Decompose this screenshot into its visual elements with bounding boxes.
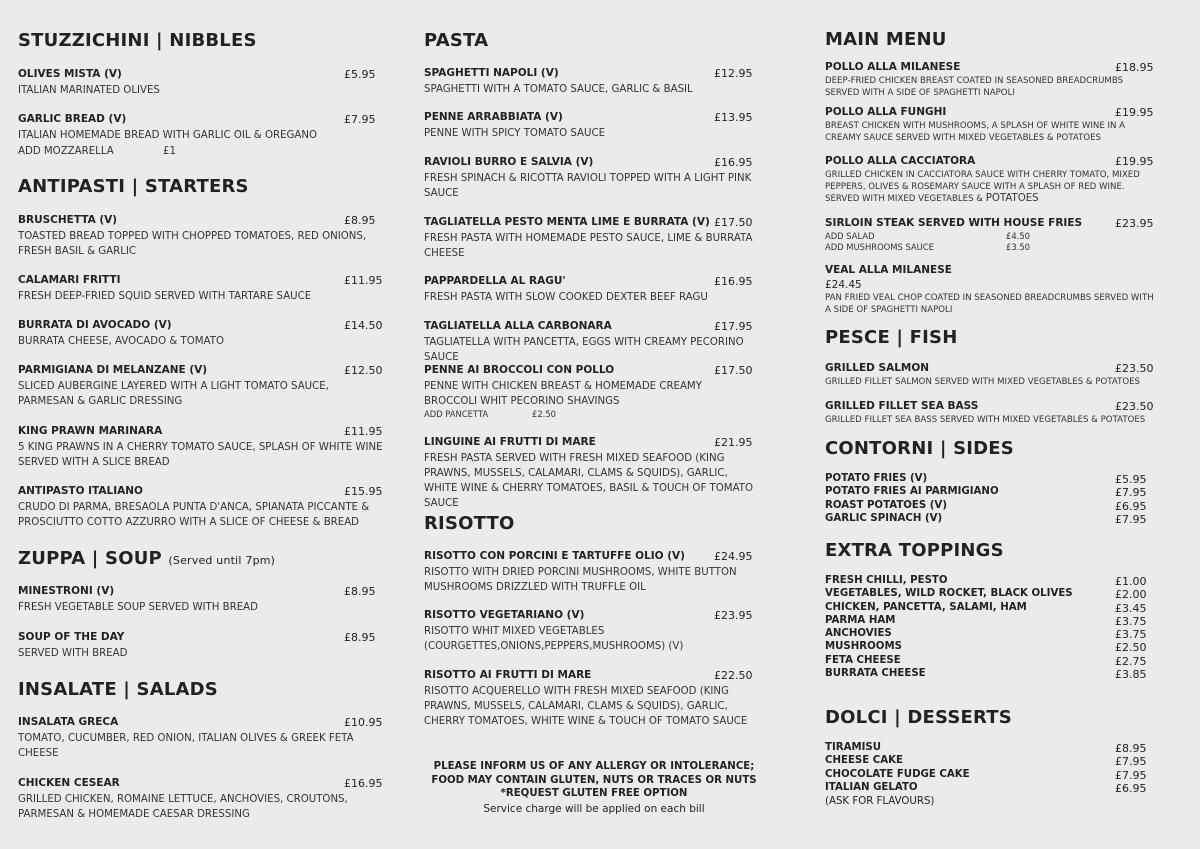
- section-title-soup: [18, 548, 386, 569]
- item-price: £2.75: [1115, 654, 1147, 668]
- menu-item: [18, 425, 386, 470]
- item-name: FETA CHEESE: [825, 654, 901, 666]
- item-price: £2.50: [1115, 641, 1147, 655]
- menu-item: [424, 320, 764, 365]
- item-description-text: GRILLED CHICKEN IN CACCIATORA SAUCE WITH CHERRY TOMATO, MIXED PEPPERS, OLIVES & ROSEMARY SAUCE WITH A SPLASH OF RED WINE. SERVED WITH MIXED VEGETABLES &: [825, 170, 1140, 204]
- menu-item: [18, 214, 386, 259]
- item-name: PENNE AI BROCCOLI CON POLLO: [424, 364, 615, 376]
- desserts-list: [825, 742, 1160, 809]
- item-price: £5.95: [344, 68, 376, 81]
- item-price: £3.45: [1115, 601, 1147, 615]
- item-description: GRILLED FILLET SALMON SERVED WITH MIXED VEGETABLES & POTATOES: [825, 377, 1140, 387]
- item-price: £17.50: [714, 364, 753, 377]
- item-price: £18.95: [1115, 61, 1154, 74]
- item-description: TOASTED BREAD TOPPED WITH CHOPPED TOMATOES, RED ONIONS, FRESH BASIL & GARLIC: [18, 231, 367, 257]
- item-price: £23.95: [714, 609, 753, 622]
- list-item: [825, 500, 1160, 513]
- menu-item: [825, 106, 1160, 144]
- item-name: POLLO ALLA MILANESE: [825, 61, 961, 73]
- item-price: £21.95: [714, 436, 753, 449]
- item-description: TAGLIATELLA WITH PANCETTA, EGGS WITH CREAMY PECORINO SAUCE: [424, 337, 744, 363]
- item-description: CRUDO DI PARMA, BRESAOLA PUNTA D'ANCA, SPIANATA PICCANTE & PROSCIUTTO COTTO AZZURRO WITH A SLICE OF CHEESE & BREAD: [18, 502, 370, 528]
- item-addon: [424, 409, 764, 420]
- addon-price: £3.50: [1006, 242, 1030, 252]
- allergy-line-1: PLEASE INFORM US OF ANY ALLERGY OR INTOLERANCE;: [433, 761, 755, 772]
- item-name: OLIVES MISTA (V): [18, 68, 122, 80]
- item-description: BURRATA CHEESE, AVOCADO & TOMATO: [18, 336, 224, 347]
- list-item: [825, 755, 1160, 768]
- list-item: [825, 655, 1160, 668]
- item-price: £5.95: [1115, 473, 1147, 486]
- item-name: POLLO ALLA CACCIATORA: [825, 155, 976, 167]
- item-price: £8.95: [1115, 742, 1147, 755]
- list-item: [825, 575, 1160, 588]
- item-name: POTATO FRIES (V): [825, 473, 928, 484]
- section-title-text: ZUPPA | SOUP: [18, 548, 162, 569]
- item-price: £6.95: [1115, 781, 1147, 795]
- item-name: TAGLIATELLA ALLA CARBONARA: [424, 320, 612, 332]
- menu-item: [18, 485, 386, 530]
- item-addon: [825, 231, 1160, 242]
- section-title-risotto: RISOTTO: [424, 513, 515, 534]
- allergy-notice: [424, 760, 764, 816]
- item-name: BURRATA CHEESE: [825, 668, 926, 680]
- item-description: ITALIAN HOMEMADE BREAD WITH GARLIC OIL & OREGANO: [18, 130, 317, 141]
- allergy-line-2: FOOD MAY CONTAIN GLUTEN, NUTS OR TRACES OR NUTS: [431, 774, 757, 786]
- item-price: £1.00: [1115, 575, 1147, 588]
- item-price: £19.95: [1115, 106, 1154, 119]
- list-item: [825, 742, 1160, 755]
- item-name: PARMA HAM: [825, 614, 896, 626]
- section-title-sides: CONTORNI | SIDES: [825, 438, 1014, 459]
- item-name: ANCHOVIES: [825, 628, 892, 640]
- menu-item: [18, 113, 386, 159]
- item-price: £11.95: [344, 274, 383, 287]
- item-price: £10.95: [344, 716, 383, 729]
- item-price: £13.95: [714, 111, 753, 124]
- menu-item: [18, 319, 386, 349]
- item-name: BRUSCHETTA (V): [18, 214, 118, 226]
- item-name: POTATO FRIES AI PARMIGIANO: [825, 486, 999, 498]
- item-description: FRESH PASTA WITH HOMEMADE PESTO SAUCE, LIME & BURRATA CHEESE: [424, 233, 753, 259]
- item-addon: [18, 144, 386, 159]
- menu-item: [424, 669, 764, 729]
- item-name: ANTIPASTO ITALIANO: [18, 485, 143, 497]
- item-name: CHICKEN, PANCETTA, SALAMI, HAM: [825, 601, 1027, 613]
- item-description: PENNE WITH SPICY TOMATO SAUCE: [424, 128, 606, 139]
- item-price: £8.95: [344, 214, 376, 227]
- item-name: RAVIOLI BURRO E SALVIA (V): [424, 156, 594, 168]
- item-name: CALAMARI FRITTI: [18, 274, 121, 286]
- section-title-fish: PESCE | FISH: [825, 327, 958, 348]
- addon-price: £1: [163, 146, 176, 157]
- item-description: FRESH VEGETABLE SOUP SERVED WITH BREAD: [18, 602, 258, 613]
- section-title-desserts: DOLCI | DESSERTS: [825, 707, 1012, 728]
- toppings-list: [825, 575, 1160, 681]
- list-item: [825, 615, 1160, 628]
- item-price: £11.95: [344, 425, 383, 438]
- item-description: GRILLED FILLET SEA BASS SERVED WITH MIXED VEGETABLES & POTATOES: [825, 415, 1146, 425]
- list-item: [825, 473, 1160, 486]
- item-name: SIRLOIN STEAK SERVED WITH HOUSE FRIES: [825, 217, 1083, 229]
- list-item: [825, 513, 1160, 526]
- menu-item: [825, 400, 1160, 427]
- item-price: £23.50: [1115, 362, 1154, 375]
- addon-name: ADD PANCETTA: [424, 409, 489, 419]
- item-description: FRESH PASTA SERVED WITH FRESH MIXED SEAFOOD (KING PRAWNS, MUSSELS, CALAMARI, CLAMS & SQUIDS), GARLIC, WHITE WINE & CHERRY TOMATOES, BASIL & TOUCH OF TOMATO SAUCE: [424, 453, 754, 509]
- item-price: £24.45: [825, 279, 862, 291]
- item-description: PAN FRIED VEAL CHOP COATED IN SEASONED BREADCRUMBS SERVED WITH A SIDE OF SPAGHETTI NAPOLI: [825, 293, 1154, 315]
- item-description: DEEP-FRIED CHICKEN BREAST COATED IN SEASONED BREADCRUMBS SERVED WITH A SIDE OF SPAGHETTI NAPOLI: [825, 76, 1124, 98]
- item-name: GARLIC BREAD (V): [18, 113, 127, 125]
- item-name: CHOCOLATE FUDGE CAKE: [825, 768, 970, 780]
- item-price: £23.95: [1115, 217, 1154, 230]
- item-price: £7.95: [1115, 755, 1147, 769]
- menu-item: [18, 631, 386, 661]
- addon-name: ADD SALAD: [825, 231, 875, 241]
- item-price: £23.50: [1115, 400, 1154, 413]
- menu-item: [424, 156, 764, 201]
- item-description: RISOTTO ACQUERELLO WITH FRESH MIXED SEAFOOD (KING PRAWNS, MUSSELS, CALAMARI, CLAMS & SQUIDS), GARLIC, CHERRY TOMATOES, WHITE WINE & TOUCH OF TOMATO SAUCE: [424, 686, 748, 727]
- menu-item: [18, 716, 386, 761]
- item-price: £3.85: [1115, 668, 1147, 682]
- menu-item: [825, 61, 1160, 99]
- item-name: PENNE ARRABBIATA (V): [424, 111, 563, 123]
- menu-item: [18, 777, 386, 822]
- item-price: £24.95: [714, 550, 753, 563]
- item-name: TAGLIATELLA PESTO MENTA LIME E BURRATA (V): [424, 216, 710, 228]
- item-description: 5 KING PRAWNS IN A CHERRY TOMATO SAUCE, SPLASH OF WHITE WINE SERVED WITH A SLICE BREAD: [18, 442, 383, 468]
- item-price: £7.95: [1115, 486, 1147, 500]
- addon-name: ADD MUSHROOMS SAUCE: [825, 242, 934, 252]
- item-description: SLICED AUBERGINE LAYERED WITH A LIGHT TOMATO SAUCE, PARMESAN & GARLIC DRESSING: [18, 381, 329, 407]
- menu-item: [825, 264, 1160, 316]
- item-description: ITALIAN MARINATED OLIVES: [18, 85, 160, 96]
- menu-item: [424, 111, 764, 141]
- item-price: £8.95: [344, 631, 376, 644]
- menu-item: [424, 275, 764, 305]
- item-name: ROAST POTATOES (V): [825, 499, 947, 511]
- item-name: CHICKEN CESEAR: [18, 777, 120, 789]
- item-description: PENNE WITH CHICKEN BREAST & HOMEMADE CREAMY BROCCOLI WHIT PECORINO SHAVINGS: [424, 381, 702, 407]
- service-charge-note: Service charge will be applied on each bill: [483, 802, 705, 815]
- item-description: FRESH PASTA WITH SLOW COOKED DEXTER BEEF RAGU: [424, 292, 708, 303]
- list-item: [825, 588, 1160, 601]
- item-description: BREAST CHICKEN WITH MUSHROOMS, A SPLASH OF WHITE WINE IN A CREAMY SAUCE SERVED WITH MIXED VEGETABLES & POTATOES: [825, 121, 1126, 143]
- item-name: SPAGHETTI NAPOLI (V): [424, 67, 559, 79]
- item-name: KING PRAWN MARINARA: [18, 425, 163, 437]
- section-title-salads: INSALATE | SALADS: [18, 679, 218, 700]
- item-name: PAPPARDELLA AL RAGU': [424, 275, 566, 287]
- list-item: [825, 602, 1160, 615]
- item-price: £7.95: [1115, 768, 1147, 782]
- item-name: GRILLED FILLET SEA BASS: [825, 400, 979, 412]
- menu-item: [18, 274, 386, 304]
- item-description: SERVED WITH BREAD: [18, 648, 128, 659]
- item-price: £12.50: [344, 364, 383, 377]
- item-price: £22.50: [714, 669, 753, 682]
- item-name: RISOTTO VEGETARIANO (V): [424, 609, 585, 621]
- section-title-pasta: PASTA: [424, 30, 489, 51]
- item-name: INSALATA GRECA: [18, 716, 119, 728]
- menu-item: [424, 364, 764, 420]
- desserts-note: (ASK FOR FLAVOURS): [825, 796, 935, 808]
- addon-name: ADD MOZZARELLA: [18, 146, 114, 157]
- item-description: TOMATO, CUCUMBER, RED ONION, ITALIAN OLIVES & GREEK FETA CHEESE: [18, 733, 354, 759]
- item-addon: [825, 242, 1160, 253]
- item-name: ITALIAN GELATO: [825, 781, 918, 793]
- menu-item: [424, 216, 764, 261]
- item-name: PARMIGIANA DI MELANZANE (V): [18, 364, 208, 376]
- item-description: [825, 170, 1160, 206]
- item-price: £8.95: [344, 585, 376, 598]
- item-description: RISOTTO WHIT MIXED VEGETABLES (COURGETTES,ONIONS,PEPPERS,MUSHROOMS) (V): [424, 626, 684, 652]
- list-item: [825, 782, 1160, 795]
- item-price: £14.50: [344, 319, 383, 332]
- item-price: £12.95: [714, 67, 753, 80]
- item-price: £17.95: [714, 320, 753, 333]
- item-price: £7.95: [344, 113, 376, 126]
- item-price: £17.50: [714, 216, 753, 229]
- item-price: £16.95: [344, 777, 383, 790]
- list-item: [825, 486, 1160, 499]
- list-item: [825, 628, 1160, 641]
- item-description-tail: POTATOES: [985, 193, 1039, 204]
- item-price: £15.95: [344, 485, 383, 498]
- addon-price: £2.50: [532, 409, 556, 419]
- menu-item: [424, 436, 764, 511]
- item-name: GRILLED SALMON: [825, 362, 930, 374]
- item-price: £7.95: [1115, 512, 1147, 526]
- item-price: £16.95: [714, 156, 753, 169]
- list-item: [825, 641, 1160, 654]
- item-description: RISOTTO WITH DRIED PORCINI MUSHROOMS, WHITE BUTTON MUSHROOMS DRIZZLED WITH TRUFFLE OIL: [424, 567, 737, 593]
- menu-item: [18, 585, 386, 615]
- item-price: £19.95: [1115, 155, 1154, 168]
- item-name: GARLIC SPINACH (V): [825, 512, 943, 524]
- item-description: FRESH SPINACH & RICOTTA RAVIOLI TOPPED WITH A LIGHT PINK SAUCE: [424, 173, 752, 199]
- sides-list: [825, 473, 1160, 526]
- section-title-toppings: EXTRA TOPPINGS: [825, 540, 1004, 561]
- section-note: (Served until 7pm): [168, 554, 276, 567]
- item-price: £3.75: [1115, 628, 1147, 642]
- list-item: [825, 769, 1160, 782]
- item-name: MINESTRONI (V): [18, 585, 115, 597]
- item-name: POLLO ALLA FUNGHI: [825, 106, 947, 118]
- item-description: FRESH DEEP-FRIED SQUID SERVED WITH TARTARE SAUCE: [18, 291, 312, 302]
- menu-item: [424, 67, 764, 97]
- item-name: VEGETABLES, WILD ROCKET, BLACK OLIVES: [825, 588, 1073, 600]
- item-name: SOUP OF THE DAY: [18, 631, 125, 643]
- item-name: LINGUINE AI FRUTTI DI MARE: [424, 436, 596, 448]
- menu-item: [825, 362, 1160, 389]
- item-name: RISOTTO CON PORCINI E TARTUFFE OLIO (V): [424, 550, 685, 562]
- item-name: TIRAMISU: [825, 742, 882, 753]
- item-name: VEAL ALLA MILANESE: [825, 264, 952, 276]
- item-price: £3.75: [1115, 614, 1147, 628]
- item-description: GRILLED CHICKEN, ROMAINE LETTUCE, ANCHOVIES, CROUTONS, PARMESAN & HOMEMADE CAESAR DRESSING: [18, 794, 348, 820]
- gluten-free-note: *REQUEST GLUTEN FREE OPTION: [500, 788, 688, 799]
- menu-item: [825, 217, 1160, 253]
- section-title-main: MAIN MENU: [825, 29, 947, 50]
- list-item: [825, 668, 1160, 681]
- item-price: £16.95: [714, 275, 753, 288]
- menu-item: [825, 155, 1160, 206]
- item-name: BURRATA DI AVOCADO (V): [18, 319, 172, 331]
- item-price: £2.00: [1115, 588, 1147, 602]
- menu-item: [424, 609, 764, 654]
- menu-item: [424, 550, 764, 595]
- menu-item: [18, 364, 386, 409]
- addon-price: £4.50: [1006, 231, 1030, 241]
- item-name: FRESH CHILLI, PESTO: [825, 575, 948, 586]
- section-title-starters: ANTIPASTI | STARTERS: [18, 176, 249, 197]
- menu-item: [18, 68, 386, 98]
- item-price: £6.95: [1115, 499, 1147, 513]
- item-name: MUSHROOMS: [825, 641, 902, 653]
- item-name: CHEESE CAKE: [825, 755, 903, 767]
- item-name: RISOTTO AI FRUTTI DI MARE: [424, 669, 592, 681]
- item-description: SPAGHETTI WITH A TOMATO SAUCE, GARLIC & BASIL: [424, 84, 693, 95]
- section-title-nibbles: STUZZICHINI | NIBBLES: [18, 30, 257, 51]
